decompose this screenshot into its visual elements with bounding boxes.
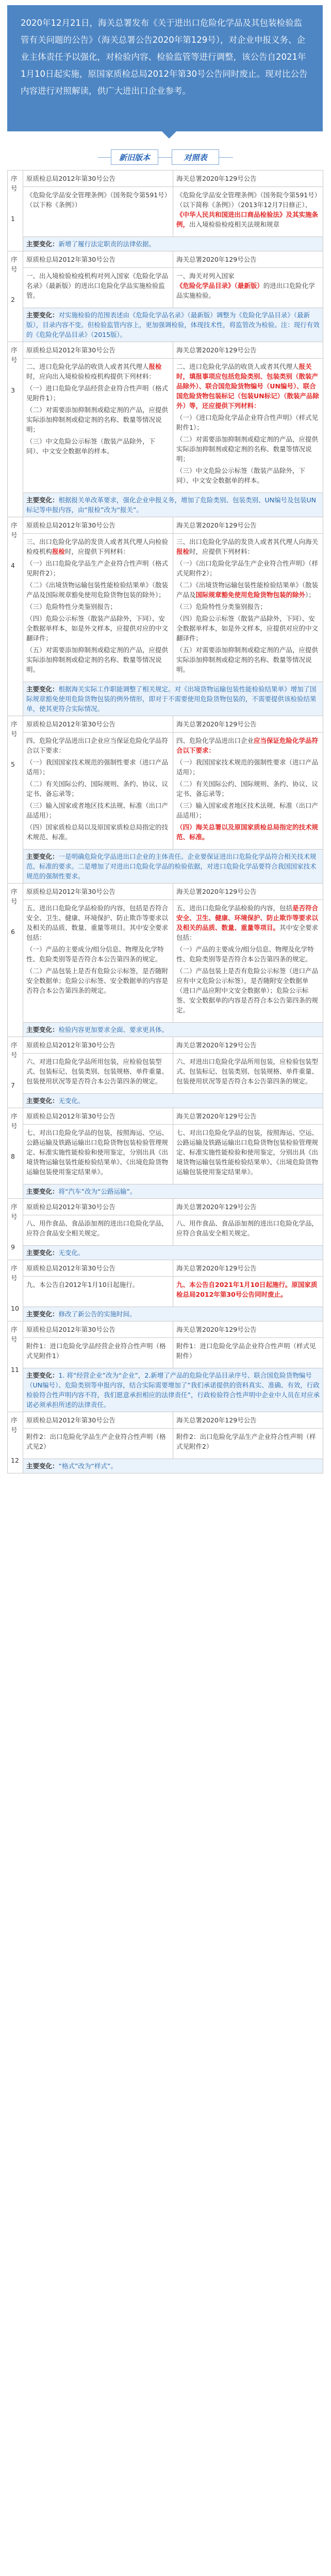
header-no <box>8 1037 23 1108</box>
clause-text: （二）有关国际公约、国际规则、条约、协议、议定书、备忘录等； <box>26 780 169 798</box>
header-old: 原质检总局2012年第30号公告 <box>23 1412 173 1429</box>
change-note-row <box>8 1023 323 1037</box>
row-number: 2 <box>11 296 15 303</box>
change-note-label: 主要变化： <box>26 1462 59 1470</box>
change-note-text: 检验内容更加要求全面、要求更具体。 <box>58 1026 169 1033</box>
header-no-label: 序号 <box>11 346 18 364</box>
clause-text: 八、用作食品、食品添加剂的进出口危险化学品，应符合食品安全相关规定。 <box>26 1219 169 1237</box>
highlight-text: 《中华人民共和国进出口商品检验法》及其实施条例， <box>176 211 319 228</box>
header-no <box>8 1199 23 1260</box>
row-number: 11 <box>11 1366 19 1374</box>
row-number: 9 <box>11 1243 15 1251</box>
table-header-row <box>8 1199 323 1215</box>
table-row <box>8 1215 323 1246</box>
row-number: 3 <box>11 386 15 394</box>
clause-text: 附件2：出口危险化学品生产企业符合性声明（格式见2） <box>26 1433 166 1450</box>
change-note-row <box>8 493 323 517</box>
clause <box>26 436 170 456</box>
clause <box>176 903 320 942</box>
clause <box>26 757 170 777</box>
change-note-row <box>8 1184 323 1199</box>
clause <box>176 614 320 643</box>
clause <box>176 645 320 674</box>
change-note <box>23 308 323 342</box>
clause-text: 附件1：进口危险化学品经营企业符合性声明（格式见附件1） <box>26 1342 166 1360</box>
change-note-label: 主要变化： <box>26 1026 59 1033</box>
clause-text: （二）产品包装上是否有危险公示标签（进口产品应有中文危险公示标签），是否随附安全数据单（进口产品应附中文安全数据单）；危险公示标签、安全数据单的内容是否符合本公告第四条的规定。 <box>176 967 319 1014</box>
clause <box>176 602 320 612</box>
clause-text: 四、危险化学品进出口企业应当保证危险化学品符合以下要求： <box>26 737 169 754</box>
new-clause-cell <box>173 1338 323 1368</box>
highlight-text: 应当保证危险化学品符合以下要求： <box>176 737 319 754</box>
header-old: 原质检总局2012年第30号公告 <box>23 1108 173 1125</box>
clause-text: （一）进口危险化学品经营企业符合性声明（格式见附件1）； <box>26 384 169 402</box>
table-row <box>8 1429 323 1459</box>
clause <box>176 271 320 300</box>
table-header-row <box>8 716 323 733</box>
clause-text: （三）危险特性分类鉴别报告； <box>176 603 267 611</box>
clause <box>176 822 320 842</box>
clause <box>176 466 320 485</box>
change-note <box>23 1184 323 1199</box>
header-no-label: 序号 <box>11 1112 18 1130</box>
header-new: 海关总署2020年129号公告 <box>173 716 323 733</box>
old-clause-cell <box>23 1429 173 1459</box>
header-new: 海关总署2020年129号公告 <box>173 1412 323 1429</box>
header-old: 原质检总局2012年第30号公告 <box>23 884 173 900</box>
header-old: 原质检总局2012年第30号公告 <box>23 171 173 187</box>
header-no-label: 序号 <box>11 1203 18 1221</box>
change-note <box>23 237 323 251</box>
change-note <box>23 1023 323 1037</box>
clause-text: 时，应提供下列材料： <box>189 548 254 555</box>
change-note-row <box>8 1246 323 1260</box>
header-no <box>8 716 23 884</box>
table-row <box>8 1277 323 1307</box>
clause <box>176 362 320 411</box>
header-old: 原质检总局2012年第30号公告 <box>23 251 173 268</box>
clause <box>176 1432 320 1451</box>
change-note-label: 主要变化： <box>26 311 59 319</box>
clause-text: 三、出口危险化学品的发货人或者其代理人向海关 <box>176 538 319 546</box>
clause-text: （三）危险特性分类鉴别报告； <box>26 603 117 611</box>
clause-text: 《危险化学品安全管理条例》（国务院令第591号）（以下简称《条例》）（2013年12月7日修正）、 <box>176 191 318 209</box>
change-note <box>23 1307 323 1321</box>
clause <box>26 1218 170 1238</box>
change-note-label: 主要变化： <box>26 1097 59 1105</box>
clause <box>26 614 170 643</box>
change-note-label: 主要变化： <box>26 240 59 248</box>
change-note-label: 主要变化： <box>26 496 59 504</box>
clause-text: （五）对需要添加抑制剂或稳定剂的产品，应提供实际添加抑制剂或稳定剂的名称、数量等情况说明。 <box>26 646 169 673</box>
new-clause-cell <box>173 534 323 682</box>
clause <box>26 645 170 674</box>
clause <box>176 434 320 464</box>
clause <box>26 1341 170 1361</box>
table-row <box>8 359 323 493</box>
row-number: 5 <box>11 760 15 768</box>
new-clause-cell <box>173 1054 323 1094</box>
header-new: 海关总署2020年129号公告 <box>173 1037 323 1054</box>
header-no <box>8 884 23 1037</box>
highlight-text: 报检 <box>52 548 65 555</box>
clause-text: 八、用作食品、食品添加剂的进出口危险化学品，应符合食品安全相关规定。 <box>176 1219 319 1237</box>
intro-box: 2020年12月21日，海关总署发布《关于进出口危险化学品及其包装检验监管有关问题的公告》（海关总署公告2020年第129号），对企业申报义务、企业主体责任予以强化，对检验内容、检验监管等进行调整，该公告自2021年1月10日起实施，原国家质检总局2012年第30号公告同时废止。现对比公告内容进行对照解读，供广大进出口企业参考。 <box>7 5 323 131</box>
clause <box>26 1432 170 1451</box>
table-row <box>8 1338 323 1368</box>
highlight-text: 《危险化学品目录》（最新版） <box>176 282 263 290</box>
row-number: 1 <box>11 215 15 223</box>
change-note-row <box>8 682 323 716</box>
old-clause-cell <box>23 187 173 237</box>
change-note <box>23 682 323 716</box>
clause-text: 六、对进口危险化学品所用包装，应检验包装型式、包装标记、包装类别、包装规格、单件重量、包装使用状况等是否符合本公告第四条的规定。 <box>26 1058 169 1085</box>
clause <box>176 580 320 600</box>
header-no-label: 序号 <box>11 521 18 539</box>
section-header <box>0 148 331 167</box>
header-no-label: 序号 <box>11 1326 18 1343</box>
clause-text: 五、进出口危险化学品检验的内容，包括是否符合安全、卫生、健康、环境保护、防止欺诈等要求以及相关的品质、数量、重量等项目。其中安全要求包括： <box>26 904 169 941</box>
clause-text: （二）《出境货物运输包装性能检验结果单》（散装产品及国际规章豁免使用危险货物包装的除外）； <box>26 581 169 599</box>
header-old: 原质检总局2012年第30号公告 <box>23 1321 173 1338</box>
clause <box>176 537 320 556</box>
clause-text: 七、对出口危险化学品的包装，按照海运、空运、公路运输及铁路运输出口危险货物包装检验管理规定、标准实施性能检验和使用鉴定，分别出具《出境货物运输包装性能检验结果单》、《出境危险货物运输包装使用鉴定结果单》。 <box>176 1129 319 1176</box>
change-note <box>23 493 323 517</box>
highlight-text: 报关时，填报事项应包括危险类别、包装类别（散装产品除外）、联合国危险货物编号（UN编号）、联合国危险货物包装标记（包装UN标记）（散装产品除外）等，还应提供下列材料： <box>176 363 319 410</box>
row-number: 12 <box>11 1456 19 1464</box>
table-row <box>8 733 323 850</box>
change-note <box>23 1094 323 1108</box>
clause-text: 《危险化学品安全管理条例》（国务院令第591号）（以下称《条例》） <box>26 191 168 209</box>
header-no <box>8 517 23 716</box>
header-old: 原质检总局2012年第30号公告 <box>23 716 173 733</box>
change-note <box>23 850 323 884</box>
old-clause-cell <box>23 1054 173 1094</box>
header-old: 原质检总局2012年第30号公告 <box>23 1199 173 1215</box>
clause <box>26 944 170 964</box>
clause-text: 六、对进出口危险化学品所用包装，应检验包装型式、包装标记、包装类别、包装规格、单件重量、包装使用状况等是否符合本公告第四条的规定。 <box>176 1058 319 1085</box>
header-new: 海关总署2020年129号公告 <box>173 1199 323 1215</box>
change-note-text: 1. 将“经营企业”改为“企业”，2.新增了产品的危险化学品目录序号、联合国危险货物编号（UN编号）、危险类别等申报内容，结合实际需要增加了“我们承诺提供的资料真实、准确、有效，行政检验符合性声明内容不符，我们愿意承担相应的法律责任”，行政检验符合性声明中企业中人员在对应承诺必须承担所述的法律责任。 <box>26 1371 320 1409</box>
clause-text: 一、海关对列入国家 <box>176 272 235 280</box>
clause <box>176 1128 320 1177</box>
new-clause-cell <box>173 1125 323 1184</box>
clause <box>176 1280 320 1299</box>
clause-text: 三、出口危险化学品的发货人或者其代理人向检验检疫机构 <box>26 538 169 555</box>
label-new-old: 新旧版本 <box>111 149 158 165</box>
clause <box>176 1057 320 1086</box>
table-row <box>8 187 323 237</box>
table-header-row <box>8 517 323 534</box>
clause <box>176 1218 320 1238</box>
clause <box>26 1057 170 1086</box>
old-clause-cell <box>23 1125 173 1184</box>
row-number: 7 <box>11 1081 15 1089</box>
change-note-row <box>8 237 323 251</box>
change-note-row <box>8 1459 323 1473</box>
old-clause-cell <box>23 1277 173 1307</box>
table-row <box>8 1125 323 1184</box>
clause-text: 四、危险化学品进出口企业 <box>176 737 254 744</box>
clause-text: （一）《进口危险化学品企业符合性声明》（样式见附件1）； <box>176 414 319 431</box>
change-note-row <box>8 1307 323 1321</box>
clause <box>176 944 320 964</box>
clause-text: （三）输入国家或者地区技术法规、标准（出口产品适用）； <box>26 802 169 819</box>
header-no <box>8 1321 23 1412</box>
change-note-label: 主要变化： <box>26 1310 59 1318</box>
clause-text: （一）我国国家技术规范的强制性要求（进口产品适用）； <box>26 758 169 776</box>
clause <box>26 903 170 942</box>
highlight-text: 是否符合安全、卫生、健康、环境保护、防止欺诈等要求以及相关的品质、数量、重量等项目。 <box>176 904 319 931</box>
header-old: 原质检总局2012年第30号公告 <box>23 1037 173 1054</box>
clause <box>26 405 170 434</box>
header-no-label: 序号 <box>11 256 18 273</box>
table-row <box>8 534 323 682</box>
clause-text: （三）中文危险公示标签（散装产品除外，下同）、中文安全数据单的样本。 <box>176 467 306 484</box>
table-row <box>8 900 323 1023</box>
clause <box>26 736 170 755</box>
header-old: 原质检总局2012年第30号公告 <box>23 517 173 534</box>
header-no <box>8 342 23 517</box>
clause-text: 二、进口危险化学品的收货人或者其代理人 <box>176 363 299 370</box>
clause-text: （二）有关国际公约、国际规则、条约、协议、议定书、备忘录等； <box>176 780 319 798</box>
table-header-row <box>8 1412 323 1429</box>
clause-text: 一、出入境检验检疫机构对列入国家《危险化学品名录》（最新版）的进出口危险化学品实施检验监管。 <box>26 272 169 299</box>
old-clause-cell <box>23 900 173 1023</box>
old-clause-cell <box>23 1215 173 1246</box>
table-row <box>8 268 323 308</box>
clause-text: 九、本公告自2012年1月10日起施行。 <box>26 1281 139 1289</box>
change-note-text: “格式”改为“样式”。 <box>58 1462 117 1470</box>
new-clause-cell <box>173 187 323 237</box>
clause-text: （二）产品包装上是否有危险公示标签，是否随附安全数据单；危险公示标签、安全数据单的内容是否符合本公告第四条的规定。 <box>26 967 169 994</box>
clause <box>176 1341 320 1361</box>
new-clause-cell <box>173 733 323 850</box>
change-note-text: 根据报关单改革要求，强化企业申报义务，增加了危险类别、包装类别、UN编号及包装UN标记等申报内容，由“报检”改为“报关”。 <box>26 496 317 514</box>
clause-text: 七、对出口危险化学品的包装，按照海运、空运、公路运输及铁路运输出口危险货物包装检验管理规定、标准实施性能检验和使用鉴定，分别出具《出境货物运输包装性能检验结果单》、《出境危险货物运输包装使用鉴定结果单》。 <box>26 1129 169 1176</box>
header-no <box>8 1108 23 1199</box>
clause-text: （一）产品的主要成分/组分信息、物理及化学特性、危险类别等是否符合本公告第四条的规定。 <box>176 945 314 963</box>
change-note-label: 主要变化： <box>26 1371 59 1379</box>
old-clause-cell <box>23 359 173 493</box>
clause <box>176 779 320 799</box>
clause-text: （二）对需要添加抑制剂或稳定剂的产品，应提供实际添加抑制剂或稳定剂的名称、数量等情况说明； <box>176 435 319 463</box>
highlight-text: 九、本公告自2021年1月10日起施行。原国家质检总局2012年第30号公告同时废止。 <box>176 1281 318 1298</box>
clause-text: 时，应向出入境检验检疫机构提供下列材料： <box>26 372 156 380</box>
clause-text: 出入境检验检疫相关法规和规章 <box>189 221 280 228</box>
header-new: 海关总署2020年129号公告 <box>173 1108 323 1125</box>
row-number: 10 <box>11 1304 19 1312</box>
highlight-text: 报检 <box>176 548 190 555</box>
header-new: 海关总署2020年129号公告 <box>173 251 323 268</box>
clause-text: （二）对需要添加抑制剂或稳定剂的产品，应提供实际添加抑制剂或稳定剂的名称、数量等情况说明； <box>26 406 169 433</box>
new-clause-cell <box>173 1277 323 1307</box>
header-no-label: 序号 <box>11 1041 18 1059</box>
change-note-text: 修改了新公告的实施时间。 <box>58 1310 136 1318</box>
clause-text: （一）我国国家技术规范的强制性要求（进口产品适用）； <box>176 758 319 776</box>
clause <box>26 362 170 381</box>
header-no-label: 序号 <box>11 175 18 192</box>
clause-text: （三）中文危险公示标签（散装产品除外，下同）、中文安全数据单的样本。 <box>26 437 156 455</box>
clause <box>176 757 320 777</box>
clause-text: （三）输入国家或者地区技术法规、标准（出口产品适用）； <box>176 802 319 819</box>
change-note-row <box>8 850 323 884</box>
clause <box>26 558 170 578</box>
table-header-row <box>8 1108 323 1125</box>
clause <box>176 966 320 1015</box>
change-note <box>23 1459 323 1473</box>
old-clause-cell <box>23 534 173 682</box>
old-clause-cell <box>23 268 173 308</box>
header-new: 海关总署2020年129号公告 <box>173 1321 323 1338</box>
clause-text: 附件2：出口危险化学品生产企业符合性声明（样式见附件2） <box>176 1433 316 1450</box>
change-note-row <box>8 308 323 342</box>
header-new: 海关总署2020年129号公告 <box>173 884 323 900</box>
table-header-row <box>8 884 323 900</box>
clause <box>26 779 170 799</box>
new-clause-cell <box>173 900 323 1023</box>
clause <box>26 271 170 300</box>
new-clause-cell <box>173 1429 323 1459</box>
clause-text: （四）危险公示标签（散装产品除外，下同）、安全数据单样本，如是外文样本，应提供对应的中文翻译件； <box>176 615 319 642</box>
clause <box>26 537 170 556</box>
row-number: 6 <box>11 928 15 936</box>
highlight-text: （四）海关总署以及原国家质检总局指定的技术规范、标准。 <box>176 823 319 841</box>
header-new: 海关总署2020年129号公告 <box>173 171 323 187</box>
clause <box>176 190 320 229</box>
clause <box>26 1280 170 1290</box>
clause-text: （四）国家质检总局以及原国家质检总局指定的技术规范、标准。 <box>26 823 169 841</box>
clause <box>176 413 320 432</box>
old-clause-cell <box>23 1338 173 1368</box>
new-clause-cell <box>173 359 323 493</box>
new-clause-cell <box>173 268 323 308</box>
header-no <box>8 1260 23 1321</box>
header-no <box>8 171 23 251</box>
header-no-label: 序号 <box>11 888 18 905</box>
change-note-text: 根据海关实际工作职能调整了相关规定。对《出境货物运输包装性能检验结果单》增加了国际规章豁免使用危险货物包装的例外情形，即对于不需要使用危险货物包装的，不需要提供该检验结果单，使其更符合实际情况。 <box>26 685 317 713</box>
clause <box>26 801 170 820</box>
header-old: 原质检总局2012年第30号公告 <box>23 342 173 359</box>
row-number: 4 <box>11 562 15 569</box>
comparison-table <box>7 170 323 1473</box>
change-note <box>23 1368 323 1412</box>
clause-text: 二、进口危险化学品的收货人或者其代理人 <box>26 363 149 370</box>
clause-text: 五、进出口危险化学品检验的内容，包括 <box>176 904 293 912</box>
clause-text: 附件1：进口危险化学品企业符合性声明（样式见附件） <box>176 1342 316 1360</box>
change-note-text: 将“汽车”改为“公路运输”。 <box>58 1188 137 1195</box>
change-note <box>23 1246 323 1260</box>
change-note-label: 主要变化： <box>26 853 59 860</box>
table-header-row <box>8 342 323 359</box>
change-note-label: 主要变化： <box>26 685 59 693</box>
clause-text: （二）《出境货物运输包装性能检验结果单》（散装产品及 <box>176 581 319 599</box>
table-header-row <box>8 171 323 187</box>
label-compare: 对照表 <box>172 149 219 165</box>
header-new: 海关总署2020年129号公告 <box>173 342 323 359</box>
highlight-text: 报检 <box>148 363 162 370</box>
table-header-row <box>8 1037 323 1054</box>
change-note-row <box>8 1368 323 1412</box>
clause <box>26 580 170 600</box>
table-header-row <box>8 1260 323 1277</box>
change-note-text: 一是明确危险化学品进出口企业的主体责任。企业要保证进出口危险化学品符合相关技术规范、标准的要求。二是增加了对进出口危险化学品的检验依据，对进口危险化学品要符合我国国家技术规范的强制性要求。 <box>26 853 317 880</box>
clause-text: （一）产品的主要成分/组分信息、物理及化学特性、危险类别等是否符合本公告第四条的规定。 <box>26 945 164 963</box>
table-header-row <box>8 1321 323 1338</box>
table-row <box>8 1054 323 1094</box>
change-note-text: 新增了履行法定职责的法律依据。 <box>58 240 156 248</box>
header-no <box>8 251 23 342</box>
clause-text: 时，应提供下列材料： <box>65 548 130 555</box>
change-note-text: 无变化。 <box>58 1097 85 1105</box>
row-number: 8 <box>11 1153 15 1160</box>
clause-text: ）； <box>305 591 315 599</box>
new-clause-cell <box>173 1215 323 1246</box>
table-header-row <box>8 251 323 268</box>
clause <box>176 558 320 578</box>
clause-text: 其中安全要求包括： <box>176 924 319 941</box>
highlight-text: 国际规章豁免使用危险货物包装的除外 <box>195 591 306 599</box>
clause <box>26 602 170 612</box>
clause <box>26 383 170 403</box>
clause <box>26 1128 170 1177</box>
header-old: 原质检总局2012年第30号公告 <box>23 1260 173 1277</box>
change-note-text: 无变化。 <box>58 1249 85 1257</box>
clause-text: 的进出口危险化学品实施检验。 <box>176 282 315 299</box>
old-clause-cell <box>23 733 173 850</box>
change-note-text: 对实施检验的范围表述由《危险化学品名录》（最新版）调整为《危险化学品目录》（最新版），目录内容不变。但检验监管内容上，更加强调检验，体现技术性，将监管改为检验。注：现行有效的《危险化学品目录》（2015版）。 <box>26 311 320 338</box>
clause <box>176 736 320 755</box>
header-new: 海关总署2020年129号公告 <box>173 1260 323 1277</box>
change-note-label: 主要变化： <box>26 1188 59 1195</box>
clause <box>26 190 170 210</box>
clause-text: （五）对需要添加抑制剂或稳定剂的产品，应提供实际添加抑制剂或稳定剂的名称、数量等情况说明。 <box>176 646 319 673</box>
clause-text: （一）出口危险化学品生产企业符合性声明（格式见附件2）； <box>26 560 169 577</box>
clause-text: （四）危险公示标签（散装产品除外，下同）、安全数据单样本，如是外文样本，应提供对应的中文翻译件； <box>26 615 169 642</box>
header-no <box>8 1412 23 1473</box>
header-no-label: 序号 <box>11 720 18 738</box>
clause <box>26 822 170 842</box>
clause-text: （一）《出口危险化学品生产企业符合性声明》（样式见附件2）； <box>176 560 319 577</box>
clause <box>26 966 170 995</box>
header-no-label: 序号 <box>11 1264 18 1282</box>
header-new: 海关总署2020年129号公告 <box>173 517 323 534</box>
header-no-label: 序号 <box>11 1416 18 1434</box>
change-note-row <box>8 1094 323 1108</box>
change-note-label: 主要变化： <box>26 1249 59 1257</box>
clause <box>176 801 320 820</box>
